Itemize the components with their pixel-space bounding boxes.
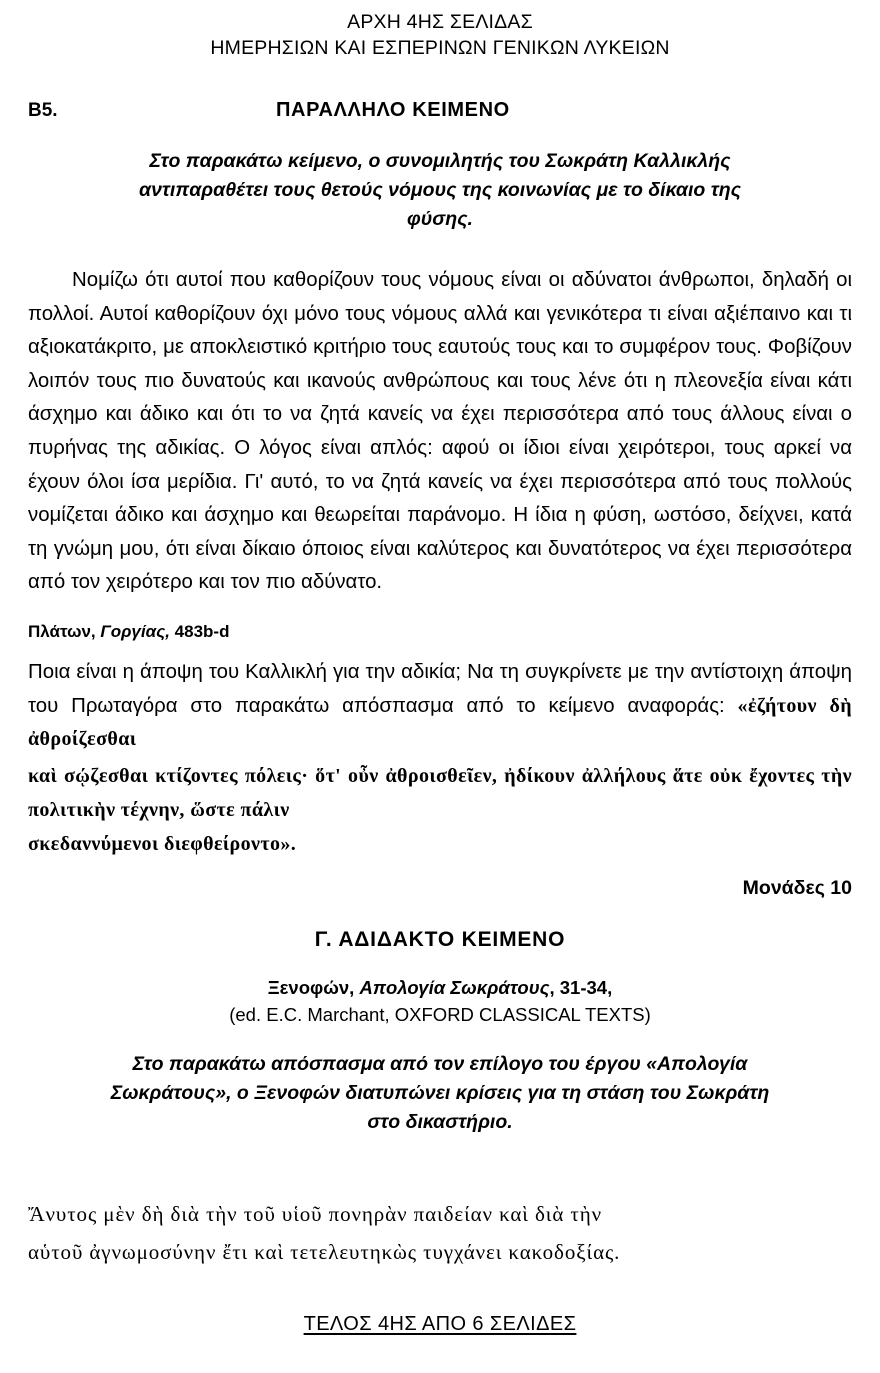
- question-prompt-text: Ποια είναι η άποψη του Καλλικλή για την αδικία; Να τη συγκρίνετε με την αντίστοιχη άποψη του Πρωταγόρα στο παρακάτω απόσπασμα από το κείμενο αναφοράς:: [28, 660, 852, 717]
- unseen-greek-passage: [28, 1195, 852, 1271]
- citation-author: Ξενοφών,: [267, 976, 355, 998]
- protagoras-quote: [28, 759, 852, 861]
- passage-line-2: αὑτοῦ ἀγνωμοσύνην ἔτι καὶ τετελευτηκὼς τυγχάνει κακοδοξίας.: [28, 1239, 621, 1264]
- section-c-passage-note: Στο παρακάτω απόσπασμα από τον επίλογο του έργου «Απολογία Σωκράτους», ο Ξενοφών διατυπώνει κρίσεις για τη στάση του Σωκράτη στο δικαστήριο.: [110, 1052, 770, 1133]
- parallel-text-intro: Στο παρακάτω κείμενο, ο συνομιλητής του Σωκράτη Καλλικλής αντιπαραθέτει τους θετούς νόμους της κοινωνίας με το δίκαιο της φύσης.: [139, 150, 741, 230]
- passage-line-1: Ἄνυτος μὲν δὴ διὰ τὴν τοῦ υἱοῦ πονηρὰν παιδείαν καὶ διὰ τὴν: [28, 1201, 602, 1226]
- source-attribution: [28, 622, 852, 642]
- quote-middle-fragment: καὶ σῴζεσθαι κτίζοντες πόλεις· ὅτ' οὖν ἀθροισθεῖεν, ἠδίκουν ἀλλήλους ἅτε οὐκ ἔχοντες τὴν πολιτικὴν τέχνην, ὥστε πάλιν: [28, 764, 852, 821]
- footer-text: ΤΕΛΟΣ 4ΗΣ ΑΠΟ 6 ΣΕΛΙΔΕΣ: [303, 1312, 577, 1335]
- header-line-2: ΗΜΕΡΗΣΙΩΝ ΚΑΙ ΕΣΠΕΡΙΝΩΝ ΓΕΝΙΚΩΝ ΛΥΚΕΙΩΝ: [210, 37, 670, 59]
- units-score: Μονάδες 10: [742, 876, 852, 899]
- header-line-1: ΑΡΧΗ 4ΗΣ ΣΕΛΙΔΑΣ: [347, 11, 533, 33]
- parallel-text-title: ΠΑΡΑΛΛΗΛΟ ΚΕΙΜΕΝΟ: [276, 99, 510, 121]
- exercise-heading-row: [28, 99, 852, 122]
- page-footer: [28, 1313, 852, 1350]
- page-header: [28, 0, 852, 61]
- section-c-citation: [28, 974, 852, 1028]
- citation-edition: (ed. E.C. Marchant, OXFORD CLASSICAL TEXTS): [229, 1003, 651, 1025]
- quote-opening-fragment: «ἐζήτουν δὴ ἀθροίζεσθαι: [28, 694, 852, 751]
- exercise-number-label: Β5.: [28, 100, 58, 121]
- citation-reference: , 31-34,: [549, 976, 613, 998]
- source-reference: 483b-d: [174, 621, 230, 641]
- section-c-heading: Γ. ΑΔΙΔΑΚΤΟ ΚΕΙΜΕΝΟ: [314, 927, 566, 951]
- citation-work-title: Απολογία Σωκράτους: [359, 976, 550, 998]
- question-prompt: [28, 656, 852, 757]
- source-work-title: Γοργίας,: [100, 621, 170, 641]
- source-author: Πλάτων,: [28, 621, 96, 641]
- parallel-text-body: Νομίζω ότι αυτοί που καθορίζουν τους νόμους είναι οι αδύνατοι άνθρωποι, δηλαδή οι πολλοί. Αυτοί καθορίζουν όχι μόνο τους νόμους αλλά και γενικότερα τι είναι αξιέπαινο και τι αξιοκατάκριτο, με αποκλειστικό κριτήριο τους εαυτούς τους και το συμφέρον τους. Φοβίζουν λοιπόν τους πιο δυνατούς και ικανούς ανθρώπους και τους λένε ότι η πλεονεξία είναι κάτι άσχημο και άδικο και ότι το να ζητά κανείς να έχει περισσότερα από τους άλλους είναι ο πυρήνας της αδικίας. Ο λόγος είναι απλός: αφού οι ίδιοι είναι χειρότεροι, τους αρκεί να έχουν όλοι ίσα μερίδια. Γι' αυτό, το να ζητά κανείς να έχει περισσότερα από τους πολλούς νομίζεται άδικο και άσχημο και θεωρείται παράνομο. Η ίδια η φύση, ωστόσο, δείχνει, κατά τη γνώμη μου, ότι είναι δίκαιο όποιος είναι καλύτερος και δυνατότερος να έχει περισσότερα από τον χειρότερο και τον πιο αδύνατο.: [28, 269, 852, 594]
- quote-closing-fragment: σκεδαννύμενοι διεφθείροντο».: [28, 832, 297, 855]
